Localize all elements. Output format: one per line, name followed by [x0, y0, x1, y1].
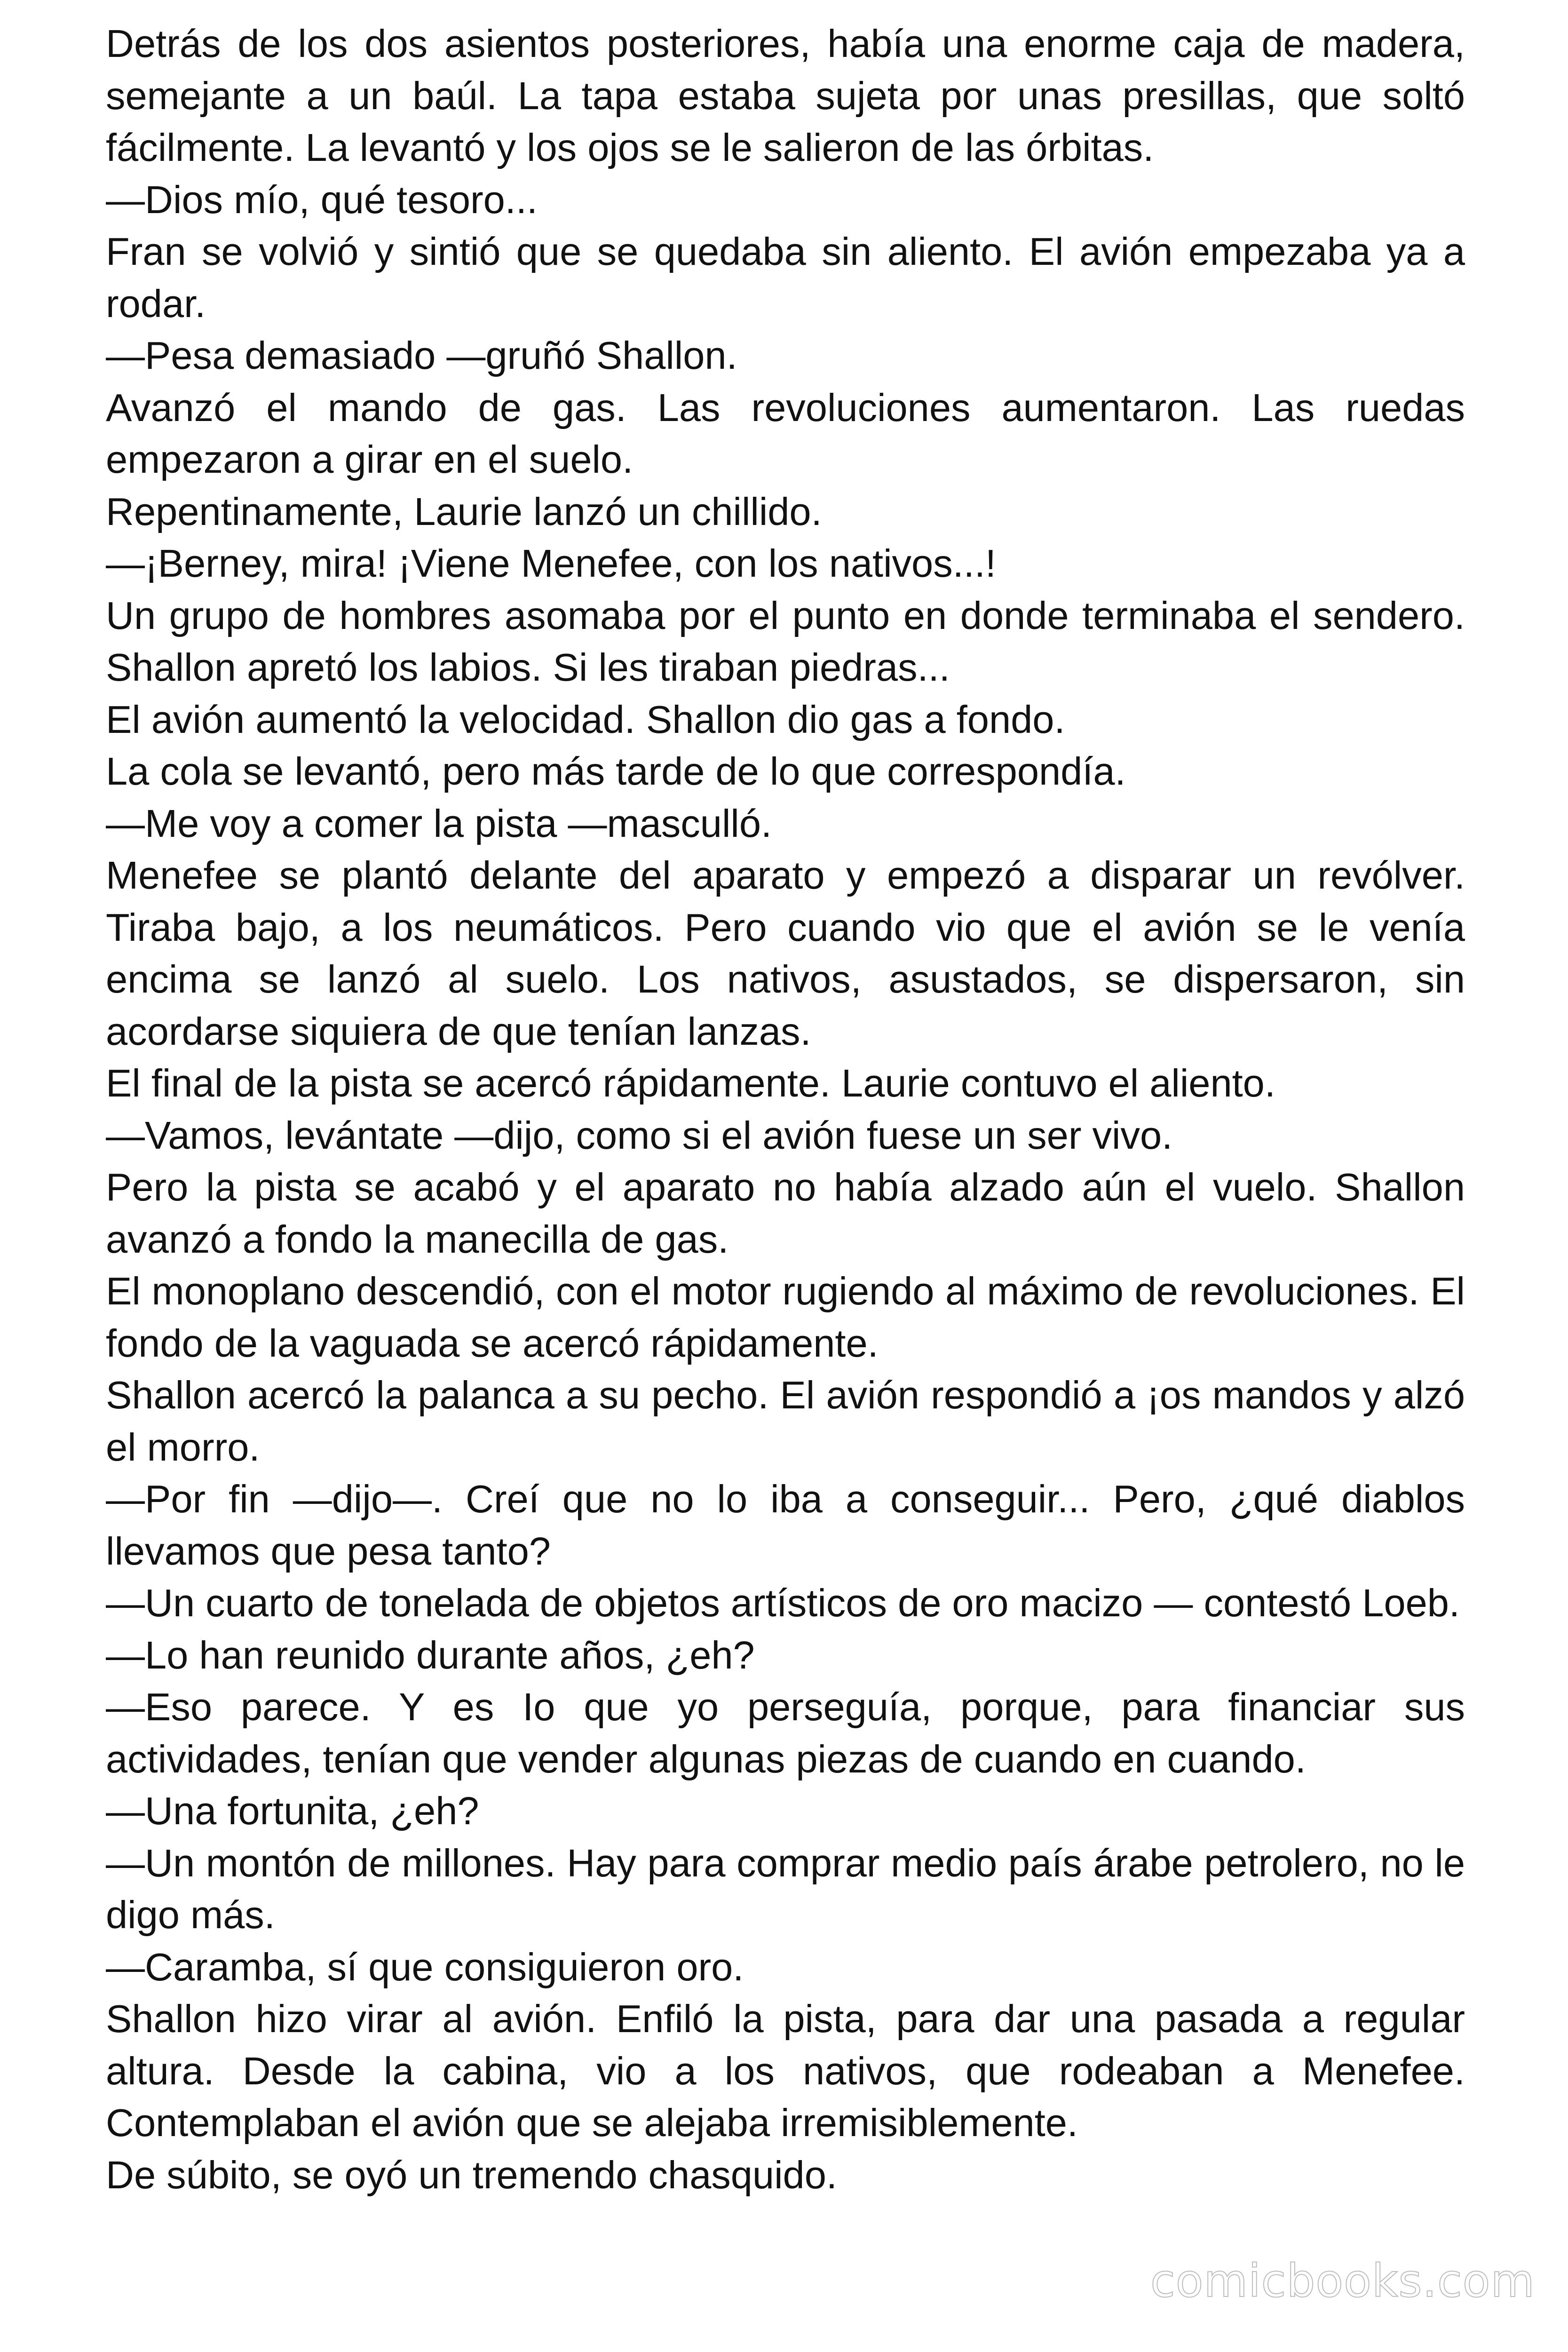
- paragraph: Pero la pista se acabó y el aparato no había alzado aún el vuelo. Shallon avanzó a fondo la manecilla de gas.: [106, 1165, 1465, 1261]
- paragraph: La cola se levantó, pero más tarde de lo que correspondía.: [106, 749, 1126, 793]
- paragraph: —Vamos, levántate —dijo, como si el avión fuese un ser vivo.: [106, 1113, 1173, 1157]
- paragraph: —Me voy a comer la pista —masculló.: [106, 801, 772, 845]
- paragraph: El final de la pista se acercó rápidamente. Laurie contuvo el aliento.: [106, 1061, 1275, 1105]
- paragraph: —Una fortunita, ¿eh?: [106, 1789, 479, 1833]
- paragraph: Repentinamente, Laurie lanzó un chillido.: [106, 489, 822, 533]
- paragraph: De súbito, se oyó un tremendo chasquido.: [106, 2153, 837, 2197]
- paragraph: Un grupo de hombres asomaba por el punto en donde terminaba el sendero. Shallon apretó los labios. Si les tiraban piedras...: [106, 593, 1465, 689]
- paragraph: Detrás de los dos asientos posteriores, había una enorme caja de madera, semejante a un baúl. La tapa estaba sujeta por unas presillas, que soltó fácilmente. La levantó y los ojos se le salieron de las órbitas.: [106, 22, 1465, 169]
- paragraph: El avión aumentó la velocidad. Shallon dio gas a fondo.: [106, 697, 1065, 741]
- paragraph: —Por fin —dijo—. Creí que no lo iba a conseguir... Pero, ¿qué diablos llevamos que pesa tanto?: [106, 1477, 1465, 1573]
- paragraph: Avanzó el mando de gas. Las revoluciones aumentaron. Las ruedas empezaron a girar en el suelo.: [106, 385, 1465, 481]
- watermark: comicbooks.com: [1150, 2255, 1535, 2307]
- paragraph: —Lo han reunido durante años, ¿eh?: [106, 1633, 755, 1677]
- paragraph: Menefee se plantó delante del aparato y empezó a disparar un revólver. Tiraba bajo, a los neumáticos. Pero cuando vio que el avión se le venía encima se lanzó al suelo. Los nativos, asustados, se dispersaron, sin acordarse siquiera de que tenían lanzas.: [106, 853, 1465, 1053]
- paragraph: —Eso parece. Y es Io que yo perseguía, porque, para financiar sus actividades, tenían que vender algunas piezas de cuando en cuando.: [106, 1685, 1465, 1781]
- paragraph: —Dios mío, qué tesoro...: [106, 177, 538, 222]
- paragraph: El monoplano descendió, con el motor rugiendo al máximo de revoluciones. El fondo de la vaguada se acercó rápidamente.: [106, 1269, 1465, 1365]
- paragraph: —¡Berney, mira! ¡Viene Menefee, con los nativos...!: [106, 541, 996, 585]
- paragraph: —Un montón de millones. Hay para comprar medio país árabe petrolero, no le digo más.: [106, 1841, 1465, 1937]
- paragraph: Fran se volvió y sintió que se quedaba sin aliento. El avión empezaba ya a rodar.: [106, 230, 1465, 326]
- paragraph: —Pesa demasiado —gruñó Shallon.: [106, 334, 737, 377]
- paragraph: Shallon acercó la palanca a su pecho. El avión respondió a ¡os mandos y alzó el morro.: [106, 1373, 1465, 1469]
- paragraph: Shallon hizo virar al avión. Enfiló la pista, para dar una pasada a regular altura. Desde la cabina, vio a los nativos, que rodeaban a Menefee. Contemplaban el avión que se alejaba irremisiblemente.: [106, 1997, 1465, 2145]
- page-text: [106, 18, 1465, 2201]
- paragraph: —Un cuarto de tonelada de objetos artísticos de oro macizo — contestó Loeb.: [106, 1581, 1460, 1625]
- paragraph: —Caramba, sí que consiguieron oro.: [106, 1945, 744, 1989]
